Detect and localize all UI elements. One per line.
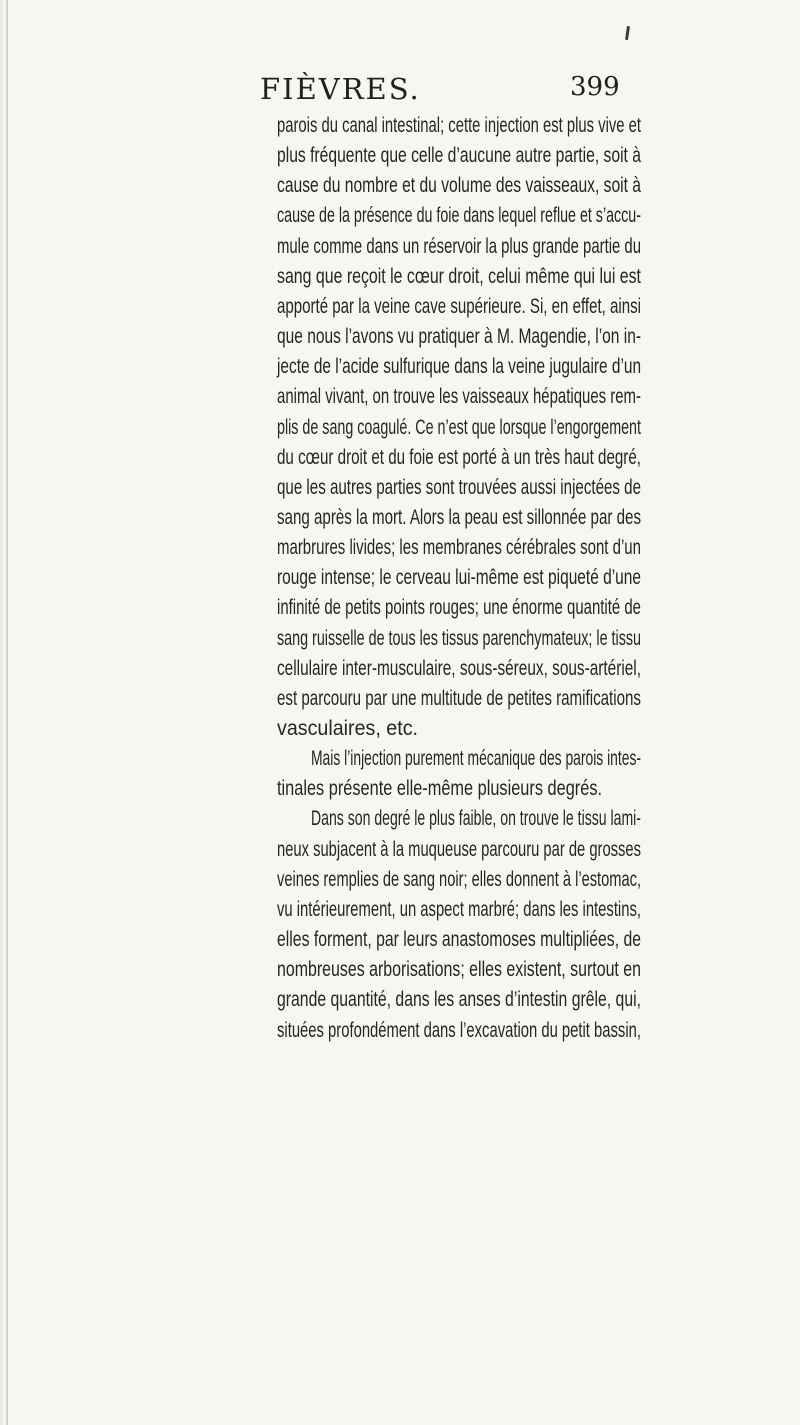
ink-mark	[625, 26, 630, 40]
text-line: mule comme dans un réservoir la plus grande partie du	[277, 233, 641, 258]
text-line: infinité de petits points rouges; une énorme quantité de	[277, 595, 642, 620]
text-line: du cœur droit et du foie est porté à un très haut degré,	[277, 444, 641, 469]
text-line: rouge intense; le cerveau lui-même est piqueté d’une	[277, 565, 642, 590]
text-line: parois du canal intestinal; cette injection est plus vive et	[277, 113, 642, 137]
text-line: situées profondément dans l’excavation du petit bassin,	[277, 1017, 641, 1042]
text-line: cause du nombre et du volume des vaisseaux, soit à	[277, 173, 642, 198]
text-line: que les autres parties sont trouvées aussi injectées de	[277, 474, 642, 499]
text-line: sang que reçoit le cœur droit, celui même qui lui est	[277, 263, 641, 288]
text-line: marbrures livides; les membranes cérébrales sont d’un	[277, 535, 641, 560]
text-line: animal vivant, on trouve les vaisseaux hépatiques rem-	[277, 384, 641, 409]
text-line: Dans son degré le plus faible, on trouve le tissu lami-	[311, 806, 641, 831]
text-line: cause de la présence du foie dans lequel reflue et s’accu-	[277, 203, 642, 228]
text-line: veines remplies de sang noir; elles donnent à l’estomac,	[277, 866, 642, 891]
text-line: nombreuses arborisations; elles existent, surtout en	[277, 957, 642, 982]
page-header	[0, 72, 800, 112]
text-line: est parcouru par une multitude de petites ramifications	[277, 685, 641, 710]
text-line: tinales présente elle-même plusieurs degrés.	[277, 776, 603, 801]
text-line: plus fréquente que celle d’aucune autre partie, soit à	[277, 143, 641, 168]
page-edge-line	[6, 0, 8, 1425]
text-line: vu intérieurement, un aspect marbré; dans les intestins,	[277, 896, 641, 921]
text-line: grande quantité, dans les anses d’intestin grêle, qui,	[277, 987, 641, 1012]
text-line: plis de sang coagulé. Ce n’est que lorsque l’engorgement	[277, 414, 641, 439]
text-line: Mais l’injection purement mécanique des parois intes-	[311, 746, 642, 771]
text-line: neux subjacent à la muqueuse parcouru par de grosses	[277, 836, 641, 861]
text-line: vasculaires, etc.	[277, 716, 419, 740]
text-line: jecte de l’acide sulfurique dans la veine jugulaire d’un	[277, 354, 642, 379]
text-line: sang ruisselle de tous les tissus parenchymateux; le tissu	[277, 625, 642, 650]
running-head: FIÈVRES.	[260, 72, 421, 106]
text-line: que nous l’avons vu pratiquer à M. Magendie, l’on in-	[277, 324, 641, 349]
page-number: 399	[570, 72, 620, 102]
text-line: elles forment, par leurs anastomoses multipliées, de	[277, 927, 642, 952]
text-line: cellulaire inter-musculaire, sous-séreux, sous-artériel,	[277, 655, 642, 680]
page-edge-shadow	[0, 0, 4, 1425]
text-line: apporté par la veine cave supérieure. Si, en effet, ainsi	[277, 293, 642, 318]
text-line: sang après la mort. Alors la peau est sillonnée par des	[277, 504, 642, 529]
